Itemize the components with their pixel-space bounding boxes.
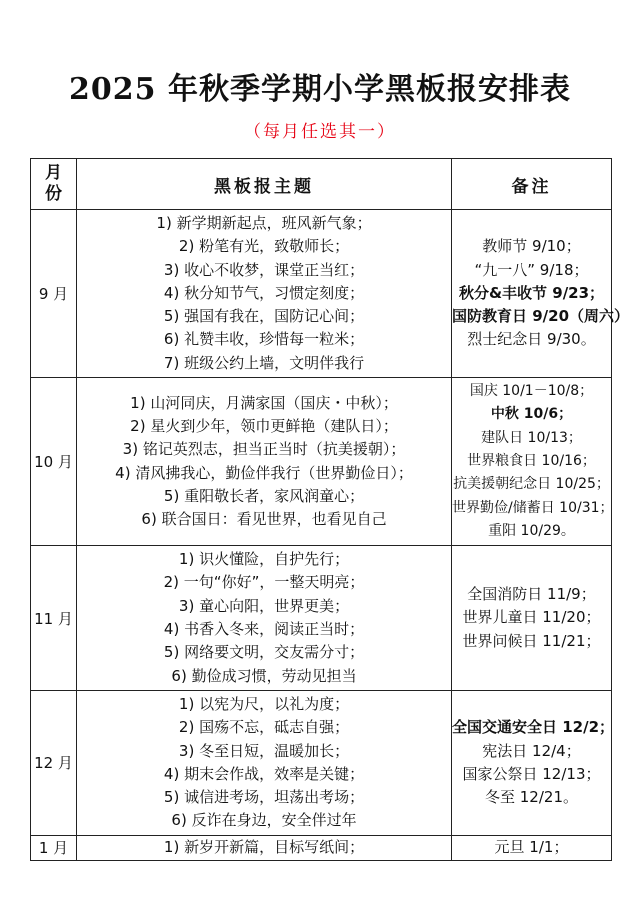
row-notes bbox=[452, 690, 615, 835]
row-notes bbox=[452, 546, 612, 691]
theme-item: 2) 国殇不忘，砥志自强； bbox=[178, 718, 350, 737]
row-themes bbox=[77, 835, 452, 860]
row-notes bbox=[452, 378, 612, 546]
table-row bbox=[31, 690, 612, 835]
note-item: 重阳 10/29。 bbox=[488, 522, 575, 539]
theme-item: 5) 强国有我在，国防记心间； bbox=[163, 307, 365, 326]
theme-item: 2) 粉笔有光，致敬师长； bbox=[178, 237, 350, 256]
row-themes bbox=[77, 210, 452, 378]
note-item: 全国交通安全日 12/2； bbox=[452, 718, 615, 737]
note-item: 世界问候日 11/21； bbox=[462, 631, 601, 650]
note-item: 世界勤俭/储蓄日 10/31； bbox=[452, 499, 614, 516]
note-item: 抗美援朝纪念日 10/25； bbox=[453, 476, 610, 493]
header-theme: 黑板报主题 bbox=[77, 159, 452, 210]
theme-item: 1) 新岁开新篇，目标写纸间； bbox=[163, 838, 365, 857]
theme-item: 7) 班级公约上墙，文明伴我行 bbox=[163, 353, 365, 372]
row-month: 11 月 bbox=[31, 546, 77, 691]
row-notes bbox=[452, 835, 612, 860]
header-month: 月份 bbox=[31, 159, 77, 210]
theme-item: 6) 反诈在身边，安全伴过年 bbox=[171, 811, 357, 830]
note-item: 世界粮食日 10/16； bbox=[467, 452, 596, 469]
theme-item: 4) 书香入冬来，阅读正当时； bbox=[163, 620, 365, 639]
header-notes: 备注 bbox=[452, 159, 612, 210]
note-item: 国家公祭日 12/13； bbox=[462, 764, 601, 783]
note-item: 元旦 1/1； bbox=[494, 838, 569, 857]
theme-item: 4) 秋分知节气，习惯定刻度； bbox=[163, 283, 365, 302]
theme-item: 2) 一句“你好”，一整天明亮； bbox=[163, 573, 365, 592]
table-row bbox=[31, 546, 612, 691]
theme-item: 1) 以宪为尺，以礼为度； bbox=[178, 694, 350, 713]
row-themes bbox=[77, 690, 452, 835]
theme-item: 5) 诚信进考场，坦荡出考场； bbox=[163, 788, 365, 807]
page-title: 2025 年秋季学期小学黑板报安排表 bbox=[69, 72, 571, 107]
theme-item: 2) 星火到少年，领巾更鲜艳（建队日）； bbox=[130, 417, 398, 436]
theme-item: 5) 重阳敬长者，家风润童心； bbox=[163, 486, 365, 505]
table-row bbox=[31, 378, 612, 546]
theme-item: 4) 清风拂我心，勤俭伴我行（世界勤俭日）； bbox=[115, 463, 413, 482]
note-item: 烈士纪念日 9/30。 bbox=[467, 330, 596, 349]
note-item: 全国消防日 11/9； bbox=[467, 585, 596, 604]
note-item: 国庆 10/1－10/8； bbox=[469, 383, 594, 400]
note-item: 冬至 12/21。 bbox=[485, 788, 578, 807]
row-month: 9 月 bbox=[31, 210, 77, 378]
note-item: 世界儿童日 11/20； bbox=[462, 608, 601, 627]
theme-item: 1) 识火懂险，自护先行； bbox=[178, 550, 350, 569]
theme-item: 4) 期末会作战，效率是关键； bbox=[163, 764, 365, 783]
theme-item: 5) 网络要文明，交友需分寸； bbox=[163, 643, 365, 662]
table-row bbox=[31, 210, 612, 378]
note-item: 国防教育日 9/20（周六） bbox=[452, 307, 630, 326]
row-themes bbox=[77, 546, 452, 691]
row-themes bbox=[77, 378, 452, 546]
note-item: “九一八” 9/18； bbox=[474, 260, 589, 279]
note-item: 教师节 9/10； bbox=[482, 237, 581, 256]
theme-item: 3) 童心向阳，世界更美； bbox=[178, 596, 350, 615]
page-subtitle: （每月任选其一） bbox=[244, 122, 396, 142]
theme-item: 3) 收心不收梦，课堂正当红； bbox=[163, 260, 365, 279]
row-month: 1 月 bbox=[31, 835, 77, 860]
note-item: 秋分&丰收节 9/23； bbox=[458, 283, 605, 302]
theme-item: 6) 勤俭成习惯，劳动见担当 bbox=[171, 666, 357, 685]
row-month: 10 月 bbox=[31, 378, 77, 546]
schedule-table bbox=[30, 158, 630, 861]
theme-item: 1) 新学期新起点，班风新气象； bbox=[156, 214, 372, 232]
table-row bbox=[31, 835, 612, 860]
note-item: 宪法日 12/4； bbox=[482, 741, 581, 760]
theme-item: 6) 礼赞丰收，珍惜每一粒米； bbox=[163, 330, 365, 349]
row-notes bbox=[452, 210, 630, 378]
note-item: 中秋 10/6； bbox=[490, 406, 573, 423]
theme-item: 1) 山河同庆，月满家国（国庆・中秋）； bbox=[130, 393, 398, 412]
theme-item: 3) 冬至日短，温暖加长； bbox=[178, 741, 350, 760]
table-header-row bbox=[31, 159, 612, 210]
note-item: 建队日 10/13； bbox=[481, 429, 582, 446]
row-month: 12 月 bbox=[31, 690, 77, 835]
theme-item: 3) 铭记英烈志，担当正当时（抗美援朝）； bbox=[122, 440, 406, 459]
theme-item: 6) 联合国日：看见世界，也看见自己 bbox=[141, 510, 387, 529]
